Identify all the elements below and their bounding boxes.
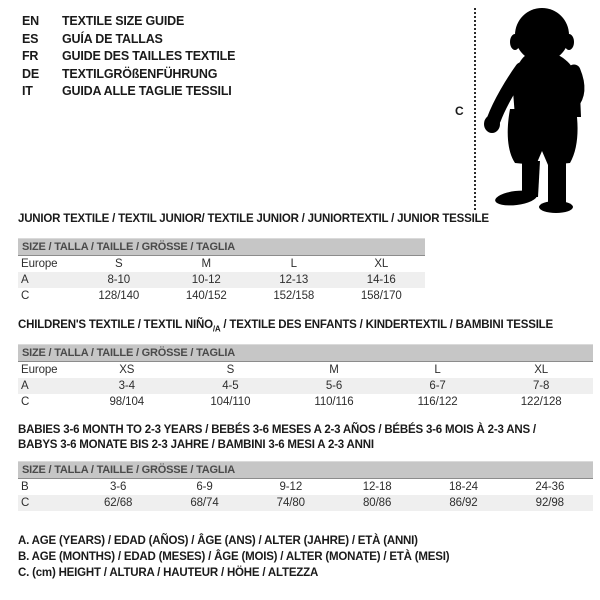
size-cell: 18-24	[449, 481, 478, 493]
size-cell: 68/74	[190, 497, 219, 509]
size-header-label: SIZE / TALLA / TAILLE / GRÖSSE / TAGLIA	[22, 347, 236, 359]
children-size-table	[18, 344, 593, 410]
language-code: FR	[22, 49, 39, 63]
height-measure-label: C	[455, 104, 464, 118]
section-title-junior	[18, 212, 489, 227]
size-cell: M	[201, 258, 211, 270]
size-cell: 24-36	[535, 481, 565, 493]
size-cell: 10-12	[191, 274, 221, 286]
size-header-label: SIZE / TALLA / TAILLE / GRÖSSE / TAGLIA	[22, 241, 236, 253]
language-list	[22, 13, 235, 101]
junior-size-table	[18, 238, 425, 304]
title-text: / TEXTILE DES ENFANTS / KINDERTEXTIL / BAMBINI TESSILE	[220, 319, 553, 331]
height-dotted-line	[474, 8, 476, 210]
size-cell: 116/122	[417, 396, 458, 408]
language-row	[22, 66, 235, 84]
size-header-bar	[18, 238, 425, 256]
size-cell: 3-6	[110, 481, 127, 493]
size-cell: XL	[534, 364, 549, 376]
language-label: TEXTILE SIZE GUIDE	[62, 14, 185, 28]
size-cell: 12-13	[279, 274, 309, 286]
table-row	[18, 479, 593, 495]
table-row	[18, 288, 425, 304]
table-row	[18, 256, 425, 272]
row-label: A	[21, 274, 29, 286]
size-cell: 14-16	[366, 274, 396, 286]
size-cell: 6-9	[196, 481, 213, 493]
row-label: B	[21, 481, 29, 493]
size-header-bar	[18, 344, 593, 362]
title-text: CHILDREN'S TEXTILE / TEXTIL NIÑO	[18, 319, 213, 331]
size-cell: S	[114, 258, 123, 270]
size-cell: 110/116	[314, 396, 354, 408]
size-cell: M	[329, 364, 339, 376]
footnote-line: C. (cm) HEIGHT / ALTURA / HAUTEUR / HÖHE / ALTEZZA	[18, 567, 319, 579]
babies-size-table	[18, 461, 593, 511]
size-cell: 4-5	[222, 380, 239, 392]
language-code: EN	[22, 14, 39, 28]
language-label: GUIDE DES TAILLES TEXTILE	[62, 49, 236, 63]
size-cell: 80/86	[363, 497, 392, 509]
size-cell: S	[226, 364, 235, 376]
table-row	[18, 362, 593, 378]
section-title-children	[18, 318, 553, 336]
title-text: BABIES 3-6 MONTH TO 2-3 YEARS / BEBÉS 3-6 MESES A 2-3 AÑOS / BÉBÉS 3-6 MOIS À 2-3 ANS /	[18, 424, 536, 436]
footnote-line: B. AGE (MONTHS) / EDAD (MESES) / ÂGE (MOIS) / ALTER (MONATE) / ETÀ (MESI)	[18, 551, 450, 563]
size-header-bar	[18, 461, 593, 479]
size-cell: 128/140	[98, 290, 140, 302]
size-cell: L	[434, 364, 441, 376]
size-cell: 62/68	[104, 497, 133, 509]
baby-silhouette-icon	[482, 5, 596, 213]
size-cell: L	[290, 258, 297, 270]
size-cell: 86/92	[449, 497, 478, 509]
section-title-line	[18, 423, 536, 438]
section-title-babies	[18, 423, 536, 453]
row-label: Europe	[21, 258, 58, 270]
language-label: GUÍA DE TALLAS	[62, 31, 163, 46]
table-row	[18, 378, 593, 394]
size-cell: XL	[374, 258, 389, 270]
row-label: C	[21, 290, 30, 302]
language-label: TEXTILGRÖßENFÜHRUNG	[62, 66, 218, 81]
row-label: Europe	[21, 364, 58, 376]
table-row	[18, 394, 593, 410]
legend-footnotes	[18, 533, 449, 581]
size-cell: 158/170	[360, 290, 402, 302]
section-title-line	[18, 318, 553, 336]
size-cell: 6-7	[429, 380, 446, 392]
size-header-label: SIZE / TALLA / TAILLE / GRÖSSE / TAGLIA	[22, 464, 236, 476]
title-text: /A	[212, 324, 221, 334]
row-label: A	[21, 380, 29, 392]
size-cell: 122/128	[520, 396, 562, 408]
section-title-line	[18, 212, 489, 227]
language-row	[22, 48, 235, 66]
size-cell: 12-18	[362, 481, 392, 493]
title-text: BABYS 3-6 MONATE BIS 2-3 JAHRE / BAMBINI 3-6 MESI A 2-3 ANNI	[18, 439, 374, 451]
size-cell: 3-4	[118, 380, 135, 392]
size-cell: 8-10	[107, 274, 131, 286]
row-label: C	[21, 396, 30, 408]
size-cell: 9-12	[279, 481, 303, 493]
language-code: ES	[22, 31, 39, 46]
size-cell: 92/98	[535, 497, 564, 509]
size-cell: 104/110	[210, 396, 251, 408]
size-cell: 74/80	[276, 497, 305, 509]
size-cell: XS	[119, 364, 135, 376]
size-cell: 152/158	[273, 290, 315, 302]
table-row	[18, 495, 593, 511]
language-code: DE	[22, 66, 39, 81]
size-cell: 7-8	[533, 380, 550, 392]
row-label: C	[21, 497, 30, 509]
size-cell: 140/152	[185, 290, 227, 302]
section-title-line	[18, 438, 536, 453]
language-row	[22, 83, 235, 101]
language-label: GUIDA ALLE TAGLIE TESSILI	[62, 84, 232, 98]
language-code: IT	[22, 84, 33, 98]
table-row	[18, 272, 425, 288]
language-row	[22, 31, 235, 49]
size-cell: 98/104	[109, 396, 145, 408]
title-text: JUNIOR TEXTILE / TEXTIL JUNIOR/ TEXTILE JUNIOR / JUNIORTEXTIL / JUNIOR TESSILE	[18, 213, 489, 225]
size-cell: 5-6	[325, 380, 343, 392]
language-row	[22, 13, 235, 31]
footnote-line: A. AGE (YEARS) / EDAD (AÑOS) / ÂGE (ANS) / ALTER (JAHRE) / ETÀ (ANNI)	[18, 535, 418, 547]
